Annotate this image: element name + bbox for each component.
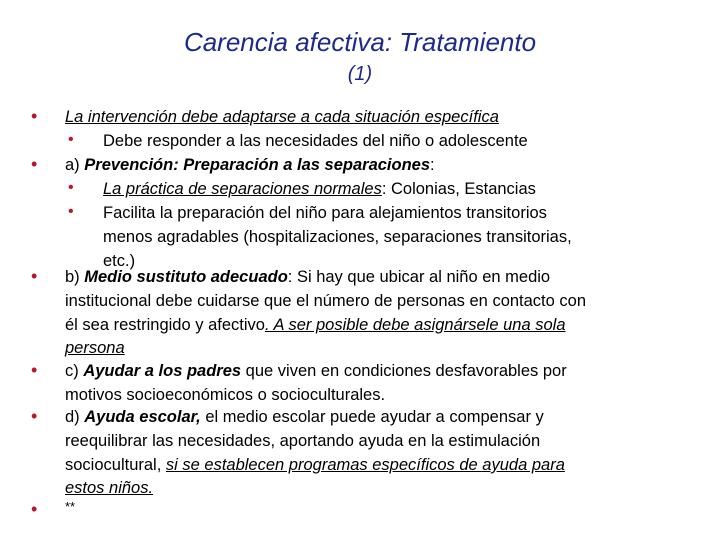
intro-sub-line: Debe responder a las necesidades del niño o adolescente [103, 132, 528, 150]
item-d-line3 [65, 453, 565, 477]
item-c-heading: Ayudar a los padres [83, 362, 242, 380]
item-d-line3-underlined: si se establecen programas específicos de ayuda para [165, 456, 565, 474]
item-b-line3 [65, 313, 566, 337]
item-a-sub1-rest: : Colonias, Estancias [381, 180, 536, 198]
item-a-sub2-line2: menos agradables (hospitalizaciones, separaciones transitorias, [103, 228, 572, 246]
item-d-line1 [65, 405, 544, 429]
item-c-line2: motivos socioeconómicos o socioculturales. [65, 386, 386, 404]
item-b-line4-underlined: persona [65, 339, 125, 357]
item-a-colon: : [430, 156, 435, 174]
item-b-line2: institucional debe cuidarse que el número de personas en contacto con [65, 292, 587, 310]
bullet-icon: • [31, 360, 38, 380]
slide-title: Carencia afectiva: Tratamiento [183, 27, 537, 57]
item-a-sub2-line3: etc.) [103, 252, 136, 270]
item-b-line3-plain: él sea restringido y afectivo [65, 316, 265, 334]
item-d-line1-rest: el medio escolar puede ayudar a compensar y [200, 408, 544, 426]
sub-bullet-icon: • [68, 179, 74, 196]
item-b-line4 [65, 336, 125, 360]
last-item-text: ** [65, 499, 76, 514]
intro-text: La intervención debe adaptarse a cada situación específica [65, 108, 499, 126]
intro-line [65, 105, 499, 129]
item-b-line1 [65, 265, 550, 289]
bullet-icon: • [31, 154, 38, 174]
bullet-icon: • [31, 106, 38, 126]
sub-bullet-icon: • [68, 203, 74, 220]
item-b-prefix: b) [65, 268, 85, 286]
item-d-prefix: d) [65, 408, 85, 426]
item-d-line2: reequilibrar las necesidades, aportando ayuda en la estimulación [65, 432, 541, 450]
sub-bullet-icon: • [68, 131, 74, 148]
slide-subtitle: (1) [347, 63, 373, 85]
item-a-sub1 [103, 177, 536, 201]
item-b-heading: Medio sustituto adecuado [84, 268, 288, 286]
item-a-sub2-line1: Facilita la preparación del niño para alejamientos transitorios [103, 204, 547, 222]
item-c-line1 [65, 359, 567, 383]
item-c-prefix: c) [65, 362, 84, 380]
item-d-line4-underlined: estos niños. [65, 479, 154, 497]
item-d-heading: Ayuda escolar, [84, 408, 201, 426]
item-b-line3-underlined: . A ser posible debe asignársele una sola [264, 316, 566, 334]
item-d-line3-plain: sociocultural, [65, 456, 166, 474]
bullet-icon: • [31, 499, 38, 519]
item-a-sub1-underlined: La práctica de separaciones normales [103, 180, 382, 198]
bullet-icon: • [31, 406, 38, 426]
bullet-icon: • [31, 266, 38, 286]
item-a-heading: Prevención: Preparación a las separaciones [84, 156, 431, 174]
item-b-line1-rest: : Si hay que ubicar al niño en medio [287, 268, 551, 286]
item-c-line1-rest: que viven en condiciones desfavorables por [241, 362, 567, 380]
item-a-prefix: a) [65, 156, 85, 174]
item-d-line4 [65, 476, 153, 500]
item-a-line [65, 153, 435, 177]
